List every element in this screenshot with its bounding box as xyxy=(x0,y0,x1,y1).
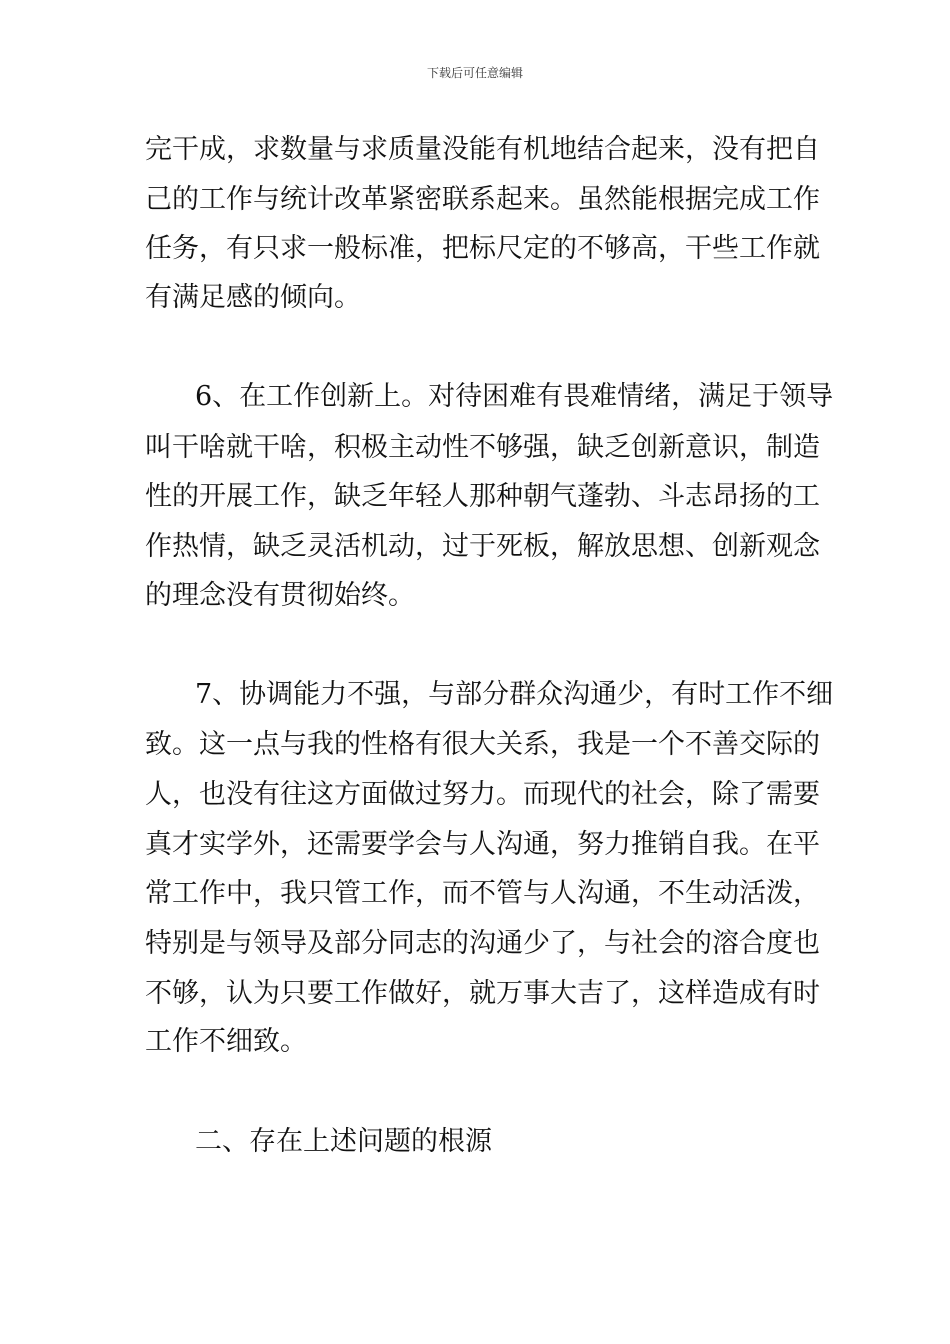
paragraph-3-line-1: 7、协调能力不强，与部分群众沟通少，有时工作不细 xyxy=(195,679,834,710)
paragraph-2-line-2: 叫干啥就干啥，积极主动性不够强，缺乏创新意识，制造 xyxy=(145,432,820,463)
paragraph-2-line-5: 的理念没有贯彻始终。 xyxy=(145,580,415,611)
paragraph-2-line-1: 6、在工作创新上。对待困难有畏难情绪，满足于领导 xyxy=(195,381,834,412)
paragraph-2-line-4: 作热情，缺乏灵活机动，过于死板，解放思想、创新观念 xyxy=(145,531,820,562)
page-header: 下载后可任意编辑 xyxy=(426,66,523,80)
paragraph-3-line-2: 致。这一点与我的性格有很大关系，我是一个不善交际的 xyxy=(145,729,820,760)
paragraph-2-line-3: 性的开展工作，缺乏年轻人那种朝气蓬勃、斗志昂扬的工 xyxy=(145,481,820,512)
paragraph-3-line-8: 工作不细致。 xyxy=(145,1026,307,1057)
paragraph-1-line-4: 有满足感的倾向。 xyxy=(145,282,361,313)
paragraph-3-line-6: 特别是与领导及部分同志的沟通少了，与社会的溶合度也 xyxy=(145,928,820,959)
paragraph-3-line-3: 人，也没有往这方面做过努力。而现代的社会，除了需要 xyxy=(145,779,820,810)
paragraph-3-line-7: 不够，认为只要工作做好，就万事大吉了，这样造成有时 xyxy=(145,978,820,1009)
section-heading: 二、存在上述问题的根源 xyxy=(195,1126,492,1157)
paragraph-1-line-2: 己的工作与统计改革紧密联系起来。虽然能根据完成工作 xyxy=(145,184,820,215)
paragraph-3-line-5: 常工作中，我只管工作，而不管与人沟通，不生动活泼， xyxy=(145,878,820,909)
paragraph-3-line-4: 真才实学外，还需要学会与人沟通，努力推销自我。在平 xyxy=(145,829,820,860)
paragraph-1-line-1: 完干成，求数量与求质量没能有机地结合起来，没有把自 xyxy=(145,134,820,165)
paragraph-1-line-3: 任务，有只求一般标准，把标尺定的不够高，干些工作就 xyxy=(145,233,820,264)
